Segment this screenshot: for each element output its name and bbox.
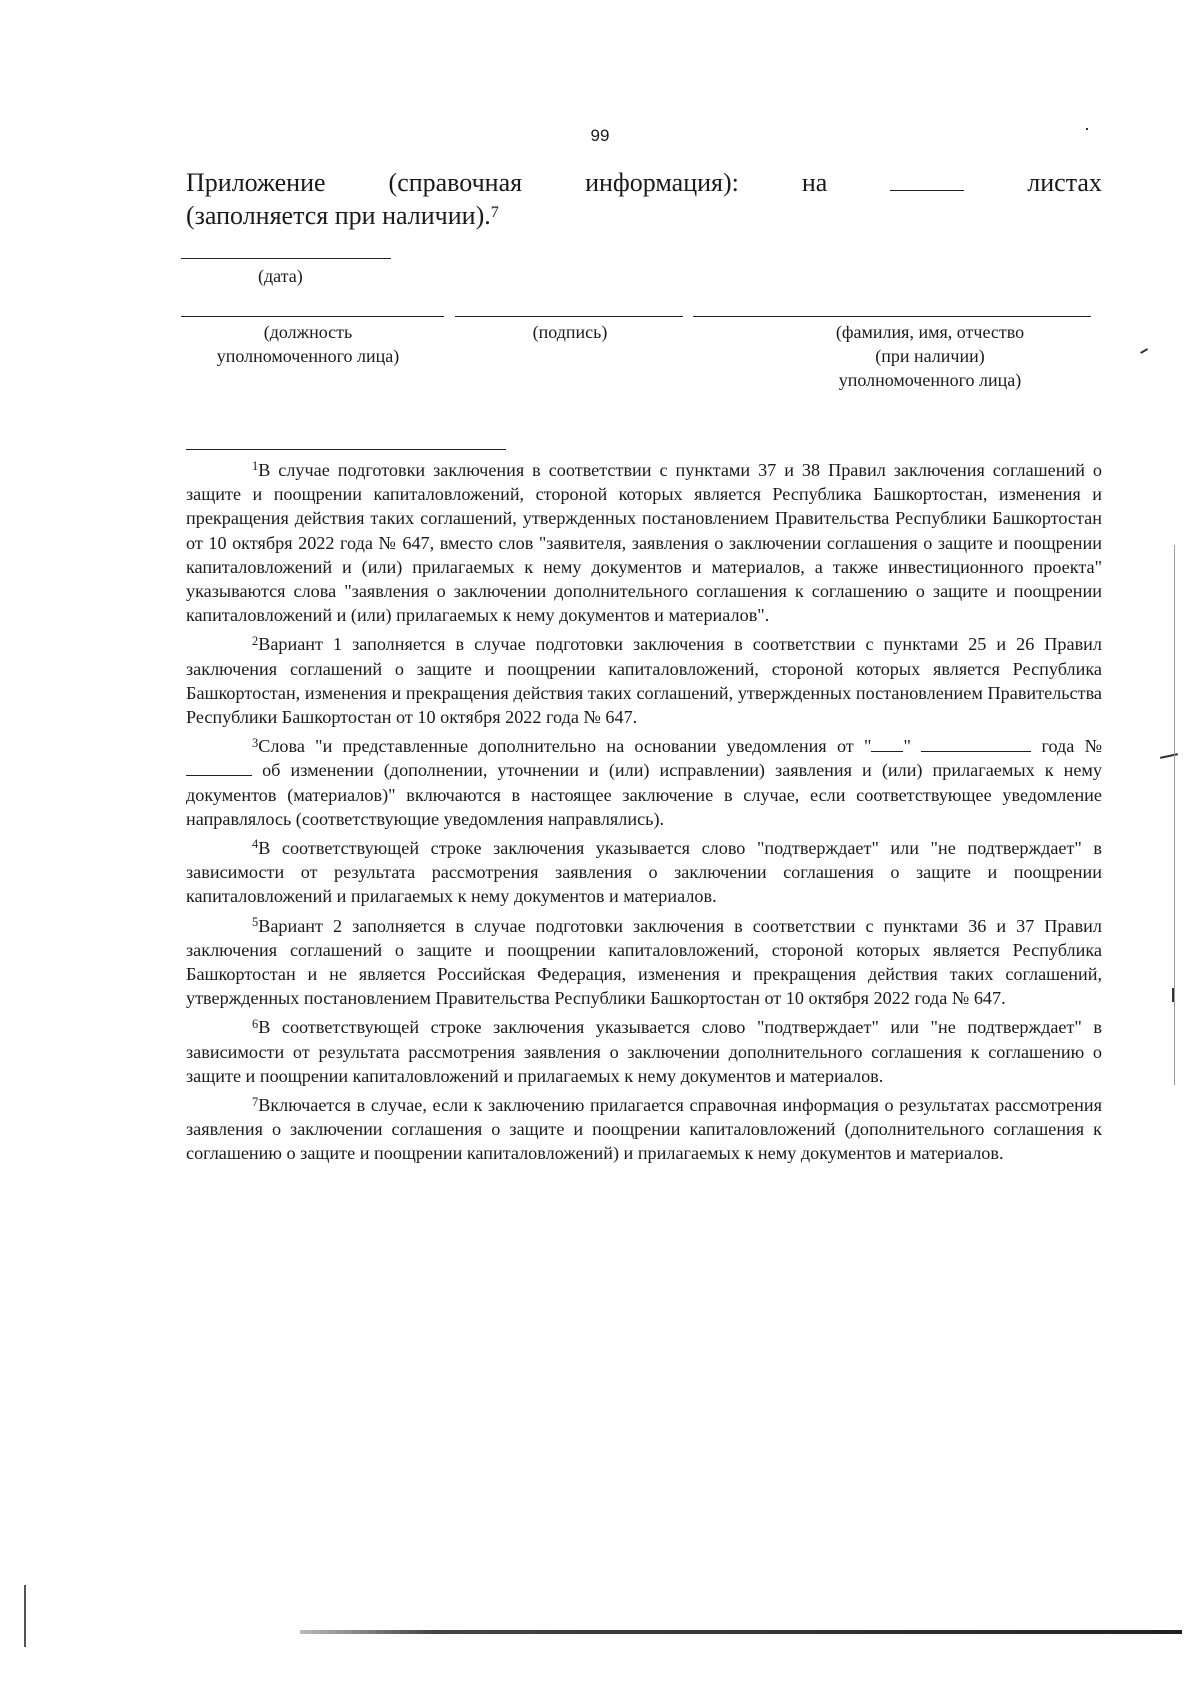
footnote-4: $^4$В соответствующей строке заключения указывается слово "подтверждает" или "не подтверждает" в зависимости от результата рассмотрения заявления о заключении соглашения о защите и поощрении капиталовложений и прилагаемых к нему документов и материалов. (186, 837, 1102, 907)
appendix-word: на (801, 168, 828, 197)
full-name-label: (фамилия, имя, отчество (при наличии) уполномоченного лица) (835, 322, 1025, 390)
signature-label: (подпись) (532, 322, 608, 342)
position-blank-line[interactable] (181, 316, 444, 317)
appendix-word: (справочная (388, 168, 523, 197)
footnotes-section (186, 458, 1102, 1171)
date-label: (дата) (258, 266, 303, 286)
scan-speck (1086, 128, 1088, 130)
scan-speck (1160, 753, 1178, 759)
number-blank[interactable] (186, 761, 252, 776)
footnote-ref[interactable]: 7 (490, 203, 499, 221)
appendix-word: листах (1027, 168, 1102, 197)
page-number: 99 (590, 126, 610, 145)
appendix-line-2: (заполняется при наличии).$^7$ (186, 201, 499, 230)
footnote-6: $^6$В соответствующей строке заключения указывается слово "подтверждает" или "не подтверждает" в зависимости от результата рассмотрения заявления о заключении дополнительного соглашения к соглашению о защите и поощрении капиталовложений и прилагаемых к нему документов и материалов. (186, 1016, 1102, 1086)
date-blank-line[interactable] (181, 258, 391, 259)
signature-blank-line[interactable] (455, 316, 683, 317)
footnote-1: $^1$В случае подготовки заключения в соответствии с пунктами 37 и 38 Правил заключения соглашений о защите и поощрении капиталовложений, стороной которых является Республика Башкортостан, изменения и прекращения действия таких соглашений, утвержденных постановлением Правительства Республики Башкортостан от 10 октября 2022 года № 647, вместо слов "заявителя, заявления о заключении соглашения о защите и поощрении капиталовложений и (или) прилагаемых к нему документов и материалов, а также инвестиционного проекта" указываются слова "заявления о заключении дополнительного соглашения к соглашению о защите и поощрении капиталовложений и (или) прилагаемых к нему документов и материалов". (186, 459, 1102, 626)
scan-bottom-bar (300, 1630, 1182, 1634)
footnote-7: $^7$Включается в случае, если к заключению прилагается справочная информация о результатах рассмотрения заявления о заключении соглашения о защите и поощрении капиталовложений (дополнительного соглашения к соглашению о защите и поощрении капиталовложений) и прилагаемых к нему документов и материалов. (186, 1094, 1102, 1164)
sheet-count-blank[interactable] (890, 168, 964, 191)
appendix-line-1 (186, 166, 1102, 199)
footnote-3: $^3$Слова "и представленные дополнительно на основании уведомления от " " года № об изменении (дополнении, уточнении и (или) исправлении) заявления и (или) прилагаемых к нему документов (материалов)" включаются в настоящее заключение в случае, если соответствующее уведомление направлялось (соответствующие уведомления направлялись). (186, 735, 1103, 829)
scan-speck (1172, 988, 1174, 1002)
footnote-2: $^2$Вариант 1 заполняется в случае подготовки заключения в соответствии с пунктами 25 и 26 Правил заключения соглашений о защите и поощрении капиталовложений, стороной которых является Республика Башкортостан, изменения и прекращения действия таких соглашений, утвержденных постановлением Правительства Республики Башкортостан от 10 октября 2022 года № 647. (186, 633, 1102, 728)
day-blank[interactable] (871, 737, 903, 752)
scan-edge-line (1174, 545, 1175, 1085)
month-blank[interactable] (921, 737, 1031, 752)
position-label: (должность уполномоченного лица) (216, 322, 400, 366)
scan-speck (1140, 348, 1148, 353)
appendix-word: информация): (585, 168, 739, 197)
footnote-separator (186, 449, 506, 450)
appendix-word: Приложение (186, 168, 326, 197)
full-name-blank-line[interactable] (693, 316, 1091, 317)
footnote-5: $^5$Вариант 2 заполняется в случае подготовки заключения в соответствии с пунктами 36 и 37 Правил заключения соглашений о защите и поощрении капиталовложений, стороной которых является Республика Башкортостан и не является Российская Федерация, изменения и прекращения действия таких соглашений, утвержденных постановлением Правительства Республики Башкортостан от 10 октября 2022 года № 647. (186, 915, 1102, 1009)
appendix-statement (186, 166, 1102, 232)
scan-edge-line (24, 1585, 26, 1647)
